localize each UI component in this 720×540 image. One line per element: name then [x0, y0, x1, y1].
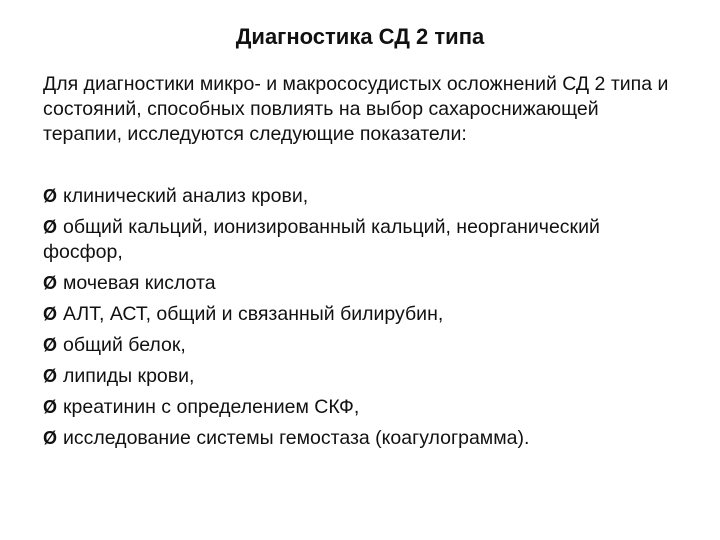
- indicator-list: [43, 184, 683, 457]
- arrow-bullet-icon: Ø: [43, 366, 58, 386]
- arrow-bullet-icon: Ø: [43, 397, 58, 417]
- list-item-text: липиды крови,: [63, 365, 195, 387]
- intro-paragraph: Для диагностики микро- и макрососудистых осложнений СД 2 типа и состояний, способных повлиять на выбор сахароснижающей терапии, исследуются следующие показатели:: [43, 73, 669, 145]
- list-item-text: исследование системы гемостаза (коагулограмма).: [63, 427, 530, 449]
- list-item-text: общий кальций, ионизированный кальций, неорганический фосфор,: [43, 216, 600, 263]
- list-item-text: мочевая кислота: [63, 272, 216, 294]
- list-item-text: креатинин с определением СКФ,: [63, 396, 360, 418]
- list-item-text: общий белок,: [63, 334, 186, 356]
- list-item-text: АЛТ, АСТ, общий и связанный билирубин,: [63, 303, 444, 325]
- list-item: [43, 333, 683, 358]
- list-item: [43, 184, 683, 209]
- list-item: [43, 426, 683, 451]
- arrow-bullet-icon: Ø: [43, 428, 58, 448]
- arrow-bullet-icon: Ø: [43, 186, 58, 206]
- list-item: [43, 395, 683, 420]
- arrow-bullet-icon: Ø: [43, 273, 58, 293]
- list-item: [43, 302, 683, 327]
- arrow-bullet-icon: Ø: [43, 335, 58, 355]
- slide-title: Диагностика СД 2 типа: [235, 24, 485, 49]
- list-item-text: клинический анализ крови,: [63, 185, 309, 207]
- list-item: [43, 215, 683, 265]
- list-item: [43, 364, 683, 389]
- list-item: [43, 271, 683, 296]
- arrow-bullet-icon: Ø: [43, 217, 58, 237]
- arrow-bullet-icon: Ø: [43, 304, 58, 324]
